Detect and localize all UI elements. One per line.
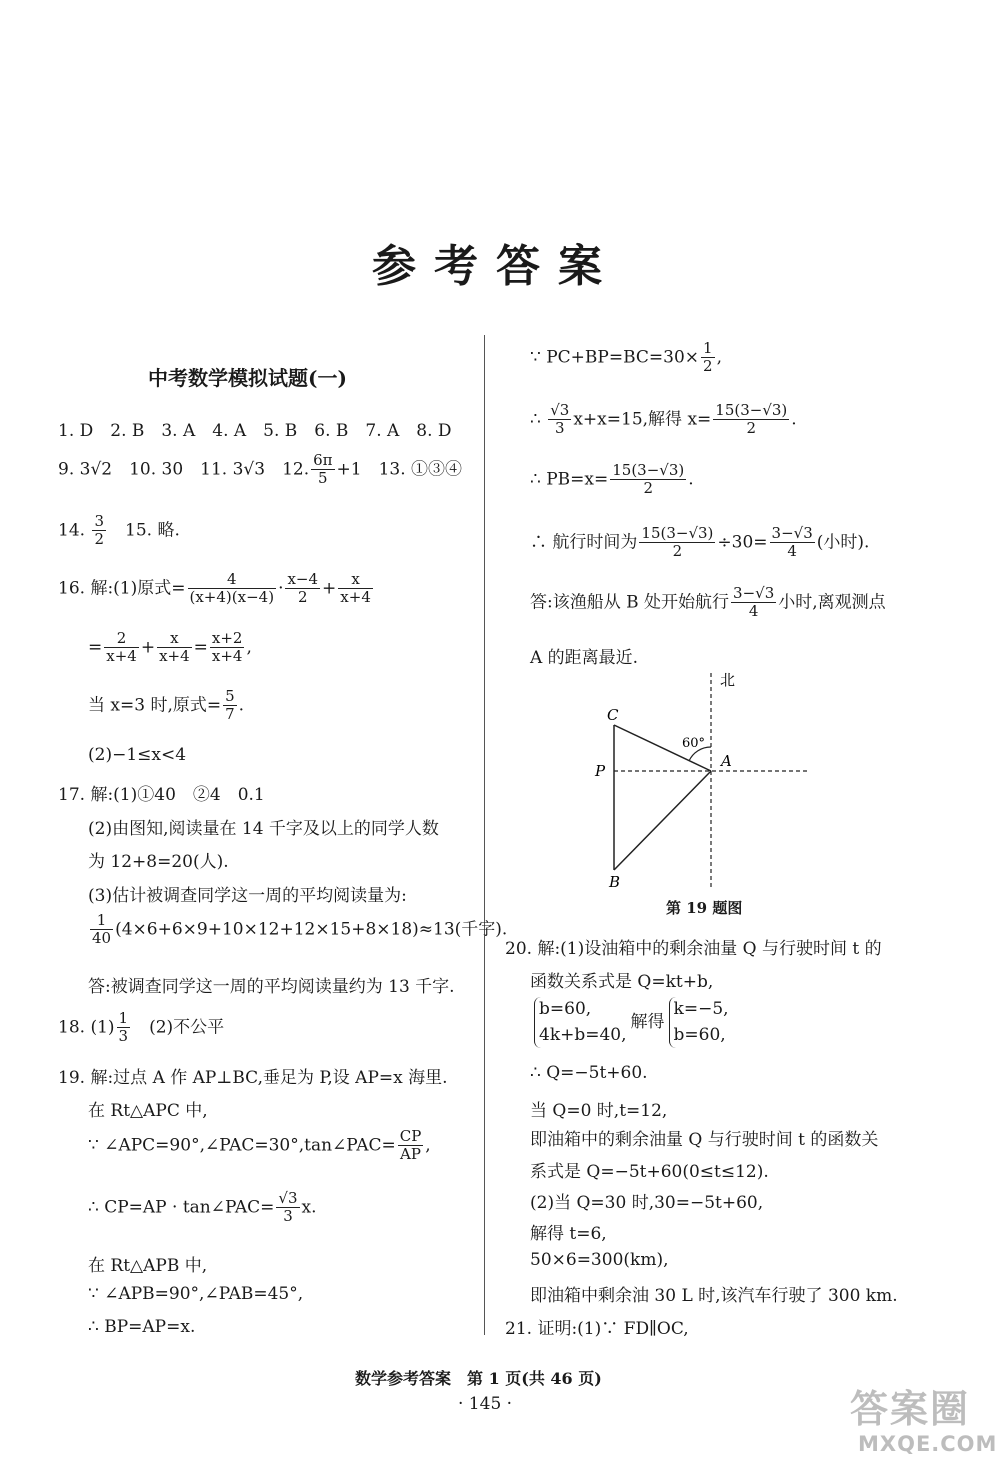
- answer-20-line-1: 20. 解:(1)设油箱中的剩余油量 Q 与行驶时间 t 的: [505, 939, 882, 959]
- page-title: 参考答案: [372, 241, 620, 292]
- label-a: A: [721, 752, 732, 770]
- label-angle: 60°: [682, 736, 706, 751]
- answer-16-line-4: (2)−1≤x<4: [88, 745, 187, 765]
- watermark-url: MXQE.COM: [858, 1432, 998, 1456]
- system-right: k=−5, b=60,: [669, 997, 729, 1048]
- answer-19-line-8: ∵ PC+BP=BC=30× $\frac{1}{2}$ ,: [530, 339, 722, 376]
- footer-text: 数学参考答案 第 1 页(共 46 页): [355, 1369, 602, 1388]
- section-title: 中考数学模拟试题(一): [148, 366, 347, 390]
- label-p: P: [595, 762, 606, 780]
- answer-19-line-13: A 的距离最近.: [530, 648, 639, 668]
- answer-18: 18. (1) $\frac{1}{3}$ (2)不公平: [58, 1009, 225, 1046]
- answer-20-line-8: (2)当 Q=30 时,30=−5t+60,: [530, 1193, 764, 1213]
- label-c: C: [607, 706, 619, 724]
- answer-20-line-2: 函数关系式是 Q=kt+b,: [530, 972, 714, 992]
- answer-20-line-5: 当 Q=0 时,t=12,: [530, 1101, 668, 1121]
- answer-17-line-3: 为 12+8=20(人).: [88, 852, 229, 872]
- label-b: B: [609, 873, 621, 891]
- column-divider: [484, 335, 485, 1335]
- watermark-logo: 答案圈: [850, 1387, 971, 1431]
- figure-19-diagram: [580, 665, 820, 905]
- answer-17-line-5: $\frac{1}{40}$ (4×6+6×9+10×12+12×15+8×18)≈13(千字).: [92, 911, 508, 948]
- answer-16-line-2: = $\frac{2}{x+4}$ + $\frac{x}{x+4}$ = $\frac{x+2}{x+4}$ ,: [88, 629, 252, 666]
- answer-17-line-2: (2)由图知,阅读量在 14 千字及以上的同学人数: [88, 819, 439, 839]
- segment-ba: [614, 771, 711, 870]
- answer-20-line-4: ∴ Q=−5t+60.: [530, 1063, 648, 1083]
- answer-19-line-11: ∴ 航行时间为 $\frac{15(3-√3)}{2}$ ÷30= $\frac{3-√3}{4}$ (小时).: [530, 524, 870, 561]
- figure-caption: 第 19 题图: [666, 899, 743, 917]
- answer-17-line-4: (3)估计被调查同学这一周的平均阅读量为:: [88, 886, 407, 906]
- label-north: 北: [720, 671, 736, 689]
- answer-line-1-8: 1. D 2. B 3. A 4. A 5. B 6. B 7. A 8. D: [58, 421, 452, 441]
- answer-21-line-1: 21. 证明:(1)∵ FD∥OC,: [505, 1319, 689, 1339]
- system-left: b=60, 4k+b=40,: [534, 997, 627, 1048]
- answer-19-line-10: ∴ PB=x= $\frac{15(3-√3)}{2}$ .: [530, 461, 694, 498]
- answer-17-line-1: 17. 解:(1)①40 ②4 0.1: [58, 785, 265, 805]
- answer-19-line-1: 19. 解:过点 A 作 AP⊥BC,垂足为 P,设 AP=x 海里.: [58, 1068, 448, 1088]
- answer-20-line-10: 50×6=300(km),: [530, 1250, 669, 1270]
- answer-19-line-2: 在 Rt△APC 中,: [88, 1101, 208, 1121]
- answer-line-14-15: 14. $\frac{3}{2}$ 15. 略.: [58, 512, 180, 549]
- answer-19-line-4: ∴ CP=AP · tan∠PAC= $\frac{√3}{3}$ x.: [88, 1189, 317, 1226]
- answer-20-line-9: 解得 t=6,: [530, 1224, 607, 1244]
- answer-20-equation-system: b=60, 4k+b=40, 解得 k=−5, b=60,: [530, 997, 733, 1048]
- answer-19-line-3: ∵ ∠APC=90°,∠PAC=30°,tan∠PAC= $\frac{CP}{AP}$ ,: [88, 1127, 431, 1164]
- answer-line-9-13: 9. 3√2 10. 30 11. 3√3 12. $\frac{6\pi}{5}$ +1 13. ①③④: [58, 451, 463, 488]
- answer-20-line-6: 即油箱中的剩余油量 Q 与行驶时间 t 的函数关: [530, 1130, 879, 1150]
- answer-19-line-5: 在 Rt△APB 中,: [88, 1256, 208, 1276]
- answer-20-line-11: 即油箱中剩余油 30 L 时,该汽车行驶了 300 km.: [530, 1286, 898, 1306]
- answer-17-line-6: 答:被调查同学这一周的平均阅读量约为 13 千字.: [88, 977, 455, 997]
- answer-19-line-12: 答:该渔船从 B 处开始航行 $\frac{3-√3}{4}$ 小时,离观测点: [530, 584, 886, 621]
- answer-16-line-1: 16. 解:(1)原式= $\frac{4}{(x+4)(x-4)}$ · $\frac{x-4}{2}$ + $\frac{x}{x+4}$: [58, 570, 371, 607]
- answer-19-line-6: ∵ ∠APB=90°,∠PAB=45°,: [88, 1284, 304, 1304]
- answer-19-line-7: ∴ BP=AP=x.: [88, 1317, 196, 1337]
- answer-19-line-9: ∴ $\frac{√3}{3}$ x+x=15,解得 x= $\frac{15(3-√3)}{2}$ .: [530, 401, 797, 438]
- answer-16-line-3: 当 x=3 时,原式= $\frac{5}{7}$ .: [88, 687, 245, 724]
- answer-20-line-7: 系式是 Q=−5t+60(0≤t≤12).: [530, 1162, 769, 1182]
- page-number: · 145 ·: [458, 1394, 513, 1414]
